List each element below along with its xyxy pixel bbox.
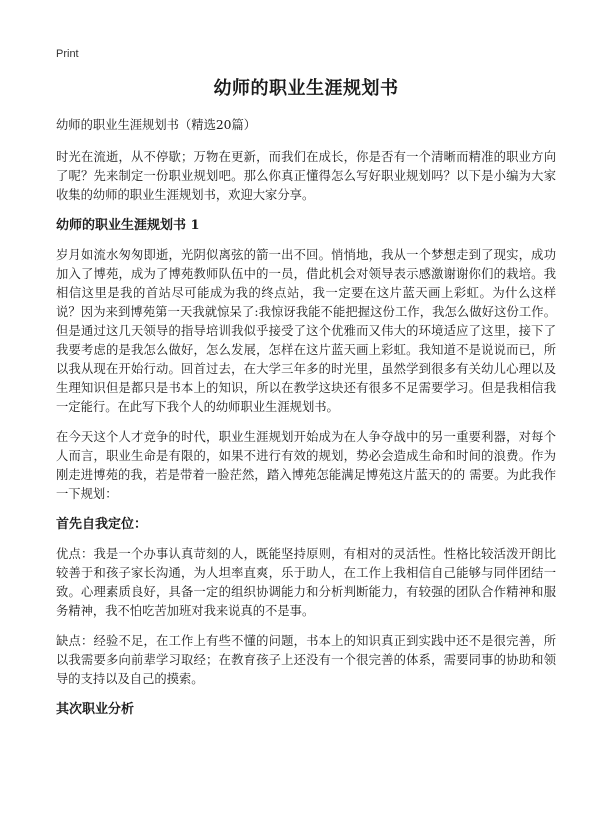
intro-paragraph: 时光在流逝，从不停歇；万物在更新，而我们在成长，你是否有一个清晰而精准的职业方向了呢？先来制定一份职业规划吧。那么你真正懂得怎么写好职业规划吗？以下是小编为大家收集的幼师的职业生涯规划书，欢迎大家分享。 (56, 150, 556, 202)
section1-paragraph-2: 在今天这个人才竞争的时代，职业生涯规划开始成为在人争夺战中的另一重要利器，对每个人而言，职业生命是有限的，如果不进行有效的规划，势必会造成生命和时间的浪费。作为刚走进博苑的我，若是带着一脸茫然，踏入博苑怎能满足博苑这片蓝天的的 需要。为此我作一下规划： (56, 430, 556, 501)
article-subtitle: 幼师的职业生涯规划书（精选20篇） (56, 118, 257, 132)
weaknesses-paragraph: 缺点：经验不足，在工作上有些不懂的问题，书本上的知识真正到实践中还不是很完善，所以我需要多向前辈学习取经；在教育孩子上还没有一个很完善的体系，需要同事的协助和领导的支持以及自己的摸索。 (56, 634, 556, 686)
section-heading-career-analysis: 其次职业分析 (56, 702, 135, 717)
article-body (56, 116, 556, 730)
page-title: 幼师的职业生涯规划书 (213, 78, 399, 99)
section-heading-1: 幼师的职业生涯规划书 1 (56, 218, 200, 233)
section-heading-self-position: 首先自我定位： (56, 517, 148, 532)
strengths-paragraph: 优点：我是一个办事认真苛刻的人，既能坚持原则，有相对的灵活性。性格比较活泼开朗比较善于和孩子家长沟通，为人坦率直爽，乐于助人，在工作上我相信自己能够与同伴团结一致。心理素质良好，具备一定的组织协调能力和分析判断能力，有较强的团队合作精神和服务精神，我不怕吃苦加班对我来说真的不是事。 (56, 547, 556, 618)
section1-paragraph-1: 岁月如流水匆匆即逝，光阴似离弦的箭一出不回。悄悄地，我从一个梦想走到了现实，成功加入了博苑，成为了博苑教师队伍中的一员，借此机会对领导表示感激谢谢你们的栽培。我相信这里是我的首站尽可能成为我的终点站，我一定要在这片蓝天画上彩虹。为什么这样说？因为来到博苑第一天我就惊呆了:我惊讶我能不能把握这份工作，我怎么做好这份工作。但是通过这几天领导的指导培训我似乎接受了这个优雅而又伟大的环境适应了这里，接下了我要考虑的是我怎么做好，怎么发展，怎样在这片蓝天画上彩虹。我知道不是说说而已，所以我从现在开始行动。回首过去，在大学三年多的时光里，虽然学到很多有关幼儿心理以及生理知识但是都只是书本上的知识，所以在教学这块还有很多不足需要学习。但是我相信我一定能行。在此写下我个人的幼师职业生涯规划书。 (56, 248, 556, 414)
print-link[interactable]: Print (56, 48, 79, 60)
